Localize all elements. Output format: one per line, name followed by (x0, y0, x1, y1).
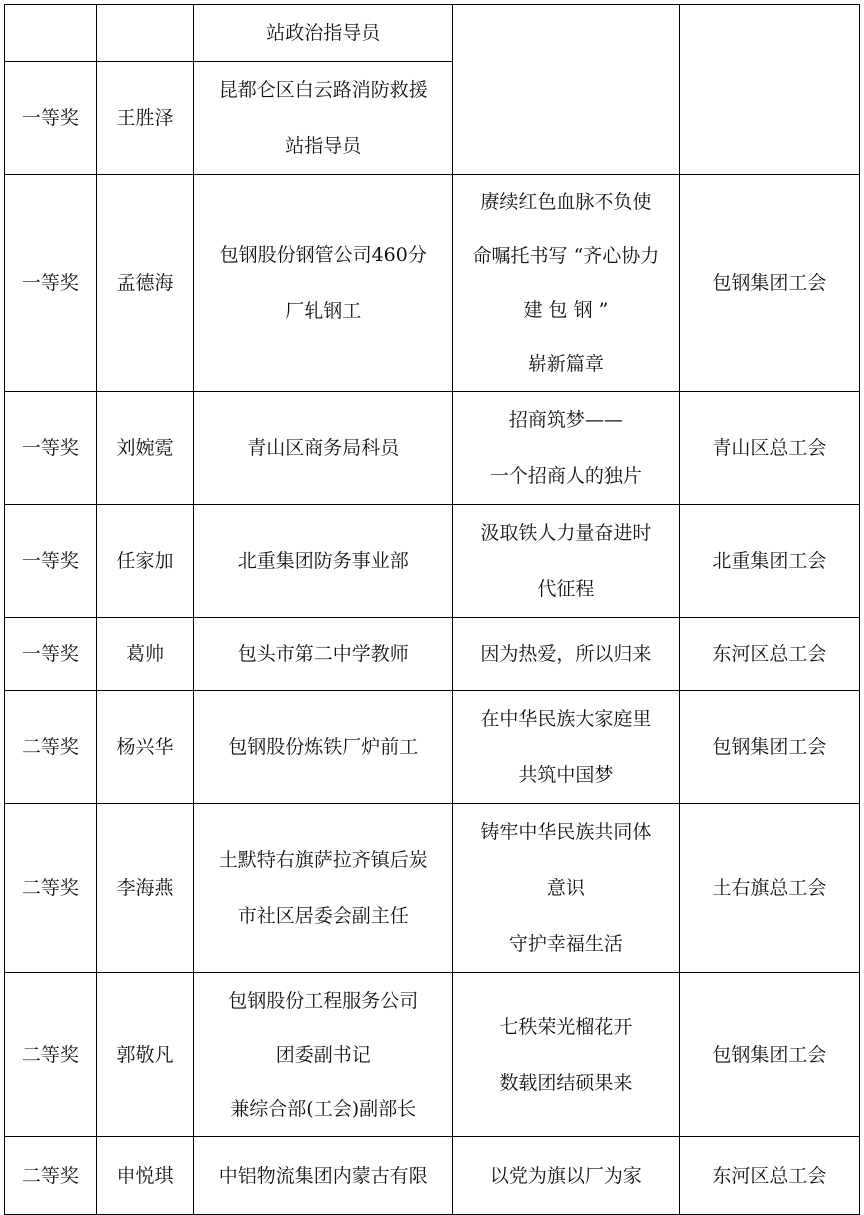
speech-title-cell (453, 973, 680, 1137)
work-unit-cell-line: 中铝物流集团内蒙古有限 (218, 1164, 428, 1187)
work-unit-cell-line: 包钢股份炼铁厂炉前工 (228, 736, 419, 758)
speech-title-cell-line: 共筑中国梦 (518, 764, 614, 786)
work-unit-cell-line: 包钢股份工程服务公司 (228, 989, 419, 1012)
table-row (5, 5, 860, 62)
recommending-org-cell: 包钢集团工会 (679, 973, 859, 1137)
award-level-cell: 一等奖 (5, 505, 97, 618)
table-row (5, 175, 860, 392)
award-level-cell: 一等奖 (5, 618, 97, 691)
work-unit-cell-line: 兼综合部(工会)副部长 (230, 1097, 417, 1120)
speech-title-cell-line: 命嘱托书写 “齐心协力 (472, 245, 660, 267)
speech-title-cell (453, 392, 680, 505)
work-unit-cell (194, 62, 453, 175)
award-level-cell: 一等奖 (5, 392, 97, 505)
recommending-org-cell: 青山区总工会 (679, 392, 859, 505)
work-unit-cell (194, 1137, 453, 1215)
recommending-org-cell (679, 5, 859, 175)
work-unit-cell (194, 804, 453, 973)
speech-title-cell-line: 数载团结硕果来 (499, 1071, 633, 1094)
recommending-org-cell: 包钢集团工会 (679, 175, 859, 392)
speech-title-cell-line: 一个招商人的独片 (489, 465, 642, 487)
name-cell: 杨兴华 (96, 691, 194, 804)
name-cell: 刘婉霓 (96, 392, 194, 505)
table-row (5, 618, 860, 691)
work-unit-cell (194, 618, 453, 691)
name-cell: 任家加 (96, 505, 194, 618)
work-unit-cell-line: 北重集团防务事业部 (237, 550, 409, 572)
speech-title-cell-line: 七秩荣光榴花开 (499, 1015, 633, 1038)
speech-title-cell (453, 175, 680, 392)
table-row (5, 392, 860, 505)
speech-title-cell (453, 5, 680, 175)
recommending-org-cell: 北重集团工会 (679, 505, 859, 618)
speech-title-cell-line: 赓续红色血脉不负使 (480, 191, 652, 213)
work-unit-cell-line: 昆都仑区白云路消防救援 (218, 79, 428, 101)
speech-title-cell (453, 505, 680, 618)
work-unit-cell (194, 175, 453, 392)
name-cell (96, 5, 194, 62)
work-unit-cell (194, 973, 453, 1137)
name-cell: 孟德海 (96, 175, 194, 392)
speech-title-cell-line: 铸牢中华民族共同体 (480, 821, 652, 843)
speech-title-cell-line: 招商筑梦—— (508, 409, 623, 431)
recommending-org-cell: 土右旗总工会 (679, 804, 859, 973)
table-row (5, 505, 860, 618)
work-unit-cell-line: 土默特右旗萨拉齐镇后炭 (218, 849, 428, 871)
speech-title-cell (453, 618, 680, 691)
award-level-cell: 二等奖 (5, 1137, 97, 1215)
speech-title-cell-line: 汲取铁人力量奋进时 (480, 522, 652, 544)
work-unit-cell-line: 厂轧钢工 (285, 300, 362, 322)
name-cell: 王胜泽 (96, 62, 194, 175)
name-cell: 郭敬凡 (96, 973, 194, 1137)
work-unit-cell-line: 市社区居委会副主任 (237, 905, 409, 927)
speech-title-cell-line: 守护幸福生活 (508, 933, 623, 955)
table-row (5, 1137, 860, 1215)
work-unit-cell (194, 392, 453, 505)
award-level-cell: 二等奖 (5, 691, 97, 804)
award-table (4, 4, 860, 1215)
work-unit-cell-line: 包头市第二中学教师 (237, 643, 409, 665)
award-level-cell: 一等奖 (5, 175, 97, 392)
work-unit-cell-line: 团委副书记 (275, 1043, 371, 1066)
speech-title-cell-line: 代征程 (537, 578, 595, 600)
award-level-cell: 二等奖 (5, 804, 97, 973)
name-cell: 李海燕 (96, 804, 194, 973)
recommending-org-cell: 东河区总工会 (679, 618, 859, 691)
work-unit-cell-line: 包钢股份钢管公司460分 (219, 244, 427, 266)
speech-title-cell-line: 建 包 钢 ” (523, 299, 609, 321)
work-unit-cell (194, 505, 453, 618)
speech-title-cell-line: 崭新篇章 (527, 353, 604, 375)
name-cell: 申悦琪 (96, 1137, 194, 1215)
work-unit-cell (194, 691, 453, 804)
speech-title-cell-line: 意识 (546, 877, 585, 899)
work-unit-cell-line: 站政治指导员 (266, 22, 381, 44)
work-unit-cell-line: 青山区商务局科员 (247, 437, 400, 459)
award-level-cell: 一等奖 (5, 62, 97, 175)
name-cell: 葛帅 (96, 618, 194, 691)
work-unit-cell (194, 5, 453, 62)
award-level-cell: 二等奖 (5, 973, 97, 1137)
speech-title-cell-line: 以党为旗以厂为家 (489, 1164, 642, 1187)
work-unit-cell-line: 站指导员 (285, 135, 362, 157)
speech-title-cell (453, 1137, 680, 1215)
recommending-org-cell: 包钢集团工会 (679, 691, 859, 804)
speech-title-cell (453, 691, 680, 804)
award-level-cell (5, 5, 97, 62)
table-row (5, 804, 860, 973)
recommending-org-cell: 东河区总工会 (679, 1137, 859, 1215)
table-row (5, 973, 860, 1137)
speech-title-cell-line: 因为热爱，所以归来 (480, 643, 652, 665)
speech-title-cell (453, 804, 680, 973)
speech-title-cell-line: 在中华民族大家庭里 (480, 708, 652, 730)
table-row (5, 691, 860, 804)
